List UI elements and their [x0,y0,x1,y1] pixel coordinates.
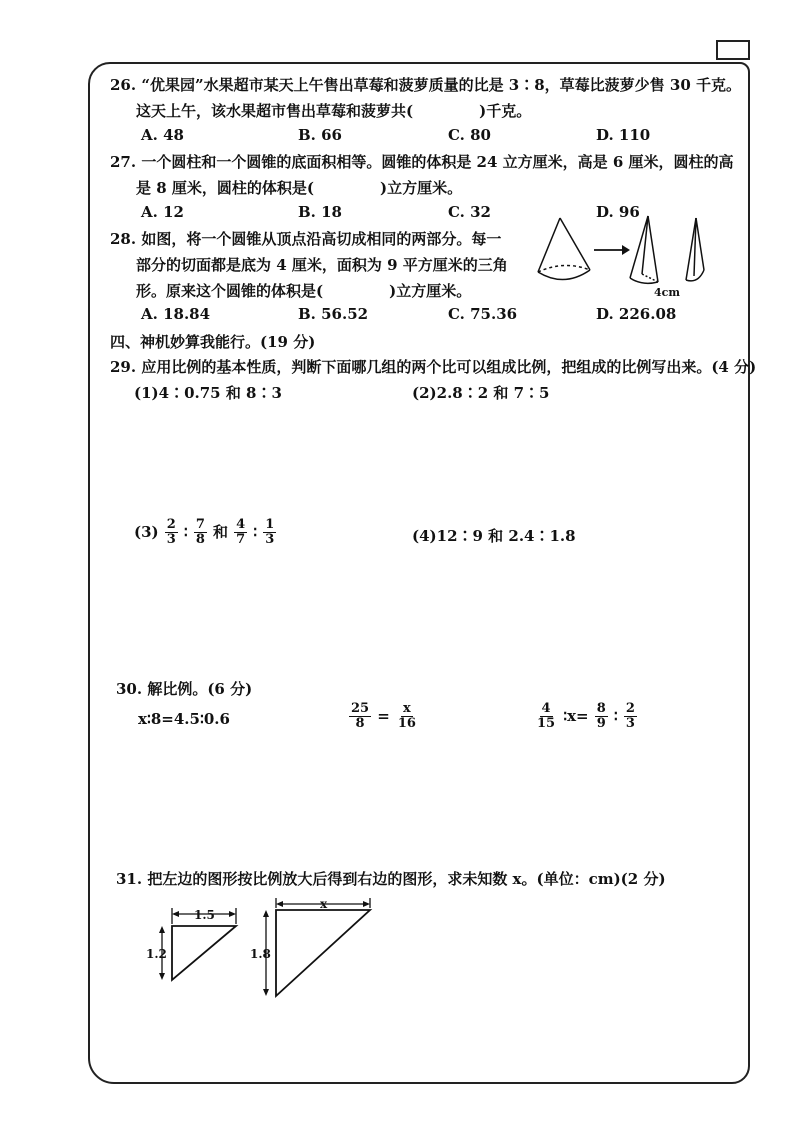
corner-box [716,40,750,60]
q27-line1: 27. 一个圆柱和一个圆锥的底面积相等。圆锥的体积是 24 立方厘米，高是 6 厘米，圆柱的高 [110,153,734,171]
q30-equation-2: $\frac{25}{8}$ = $\frac{x}{16}$ [351,701,416,731]
half-cone-left [630,216,658,283]
triangle-figures [140,896,380,1006]
half-cone-right [686,218,704,281]
q26-line2: 这天上午，该水果超市售出草莓和菠萝共( )千克。 [136,102,532,120]
q27-option-d: D. 96 [596,203,640,221]
q29-part2: (2)2.8∶2 和 7∶5 [412,384,550,402]
q29-stem: 29. 应用比例的基本性质，判断下面哪几组的两个比可以组成比例，把组成的比例写出来。(4 分) [110,358,757,376]
q28-line2: 部分的切面都是底为 4 厘米，面积为 9 平方厘米的三角 [136,256,508,274]
q28-option-b: B. 56.52 [298,305,369,323]
big-height-label: 1.8 [250,947,271,961]
q28-line3: 形。原来这个圆锥的体积是( )立方厘米。 [136,282,472,300]
q30-equation-1: x∶8=4.5∶0.6 [138,710,230,728]
small-width-label: 1.5 [194,908,215,922]
section-4-heading: 四、神机妙算我能行。(19 分) [110,333,316,351]
big-width-label: x [320,897,328,911]
big-triangle [276,910,370,996]
q30-equation-3: $\frac{4}{15}$ ∶x= $\frac{8}{9}$ ∶ $\frac{2}{3}$ [537,701,635,731]
q31-stem: 31. 把左边的图形按比例放大后得到右边的图形，求未知数 x。(单位：cm)(2 分) [116,870,666,888]
q28-option-d: D. 226.08 [596,305,677,323]
q28-line1: 28. 如图，将一个圆锥从顶点沿高切成相同的两部分。每一 [110,230,502,248]
q28-option-c: C. 75.36 [448,305,518,323]
q26-option-a: A. 48 [141,126,184,144]
q27-option-c: C. 32 [448,203,491,221]
q27-option-b: B. 18 [298,203,342,221]
arrow-icon [594,245,630,255]
q26-option-c: C. 80 [448,126,491,144]
small-triangle [172,926,236,980]
q30-stem: 30. 解比例。(6 分) [116,680,253,698]
cone-cut-figure [530,210,730,310]
q26-option-b: B. 66 [298,126,342,144]
q27-option-a: A. 12 [141,203,184,221]
cone-whole [538,218,590,280]
q27-line2: 是 8 厘米，圆柱的体积是( )立方厘米。 [136,179,463,197]
q26-option-d: D. 110 [596,126,651,144]
q29-part3: (3) $\frac{2}{3}$ ∶ $\frac{7}{8}$ 和 $\frac{4}{7}$ ∶ $\frac{1}{3}$ [134,517,275,547]
q28-option-a: A. 18.84 [141,305,211,323]
cone-radius-label: 4cm [654,286,680,299]
small-height-label: 1.2 [146,947,167,961]
q29-part4: (4)12∶9 和 2.4∶1.8 [412,527,576,545]
q26-line1: 26. “优果园”水果超市某天上午售出草莓和菠萝质量的比是 3∶8，草莓比菠萝少售 30 千克。 [110,76,741,94]
q29-part1: (1)4∶0.75 和 8∶3 [134,384,282,402]
